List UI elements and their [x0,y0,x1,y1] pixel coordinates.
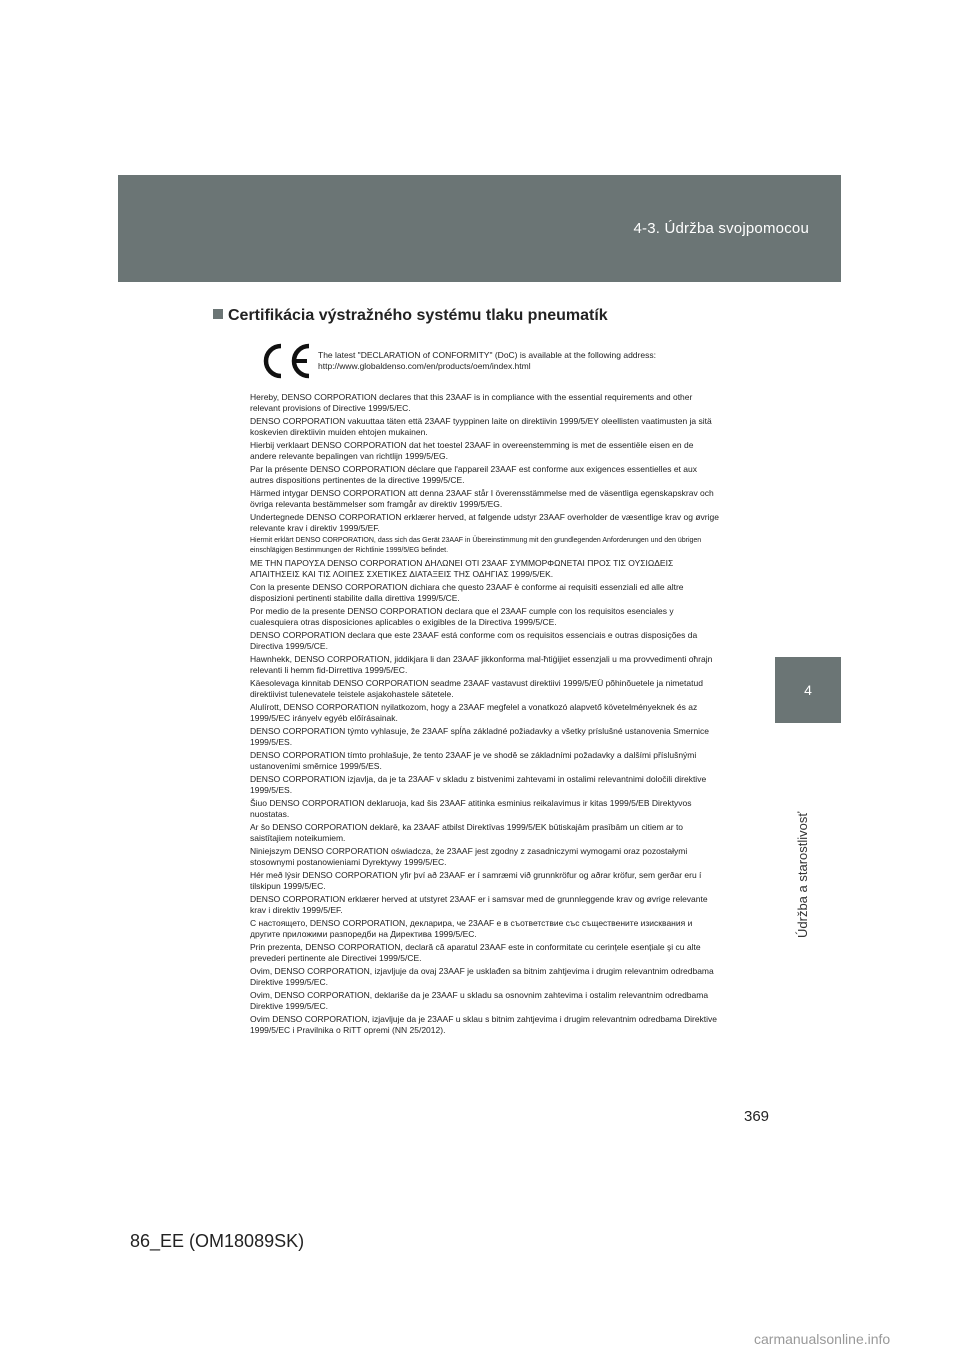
conformity-statement: ΜΕ ΤΗΝ ΠΑΡΟΥΣΑ DENSO CORPORATION ΔΗΛΩΝΕΙ ΟΤΙ 23AAF ΣΥΜΜΟΡΦΩΝΕΤΑΙ ΠΡΟΣ ΤΙΣ ΟΥΣΙΩΔΕΙΣ ΑΠΑΙΤΗΣΕΙΣ ΚΑΙ ΤΙΣ ΛΟΙΠΕΣ ΣΧΕΤΙΚΕΣ ΔΙΑΤΑΞΕΙΣ ΤΗΣ ΟΔΗΓΙΑΣ 1999/5/ΕΚ. [250,558,674,579]
conformity-statement: Käesolevaga kinnitab DENSO CORPORATION seadme 23AAF vastavust direktiivi 1999/5/EÜ põhinõuetele ja nimetatud direktiivist tulenevatele teistele asjakohastele sätetele. [250,678,703,699]
section-heading-text: Certifikácia výstražného systému tlaku pneumatík [228,307,608,324]
chapter-number: 4 [804,682,812,698]
doc-intro-line: The latest "DECLARATION of CONFORMITY" (DoC) is available at the following address: [318,350,656,360]
conformity-statement: DENSO CORPORATION vakuuttaa täten että 23AAF tyyppinen laite on direktiivin 1999/5/EY oleellisten vaatimusten ja sitä koskevien direktiivin muiden ehtojen mukainen. [250,416,712,437]
conformity-statement: Hierbij verklaart DENSO CORPORATION dat het toestel 23AAF in overeenstemming is met de essentiële eisen en de andere relevante bepalingen van richtlijn 1999/5/EG. [250,440,694,461]
section-heading [213,307,608,325]
conformity-statement: Ovim DENSO CORPORATION, izjavljuje da je 23AAF u sklau s bitnim zahtjevima i drugim relevantnim odredbama Direktive 1999/5/EC i Pravilnika o RiTT opremi (NN 25/2012). [250,1014,718,1035]
header-band [118,175,841,282]
doc-intro [318,350,718,372]
conformity-statement: Härmed intygar DENSO CORPORATION att denna 23AAF står I överensstämmelse med de väsentliga egenskapskrav och övriga relevanta bestämmelser som framgår av direktiv 1999/5/EG. [250,488,714,509]
conformity-statement: Por medio de la presente DENSO CORPORATION declara que el 23AAF cumple con los requisitos esenciales y cualesquiera otras disposiciones aplicables o exigibles de la Directiva 1999/5/CE. [250,606,674,627]
chapter-tab [775,657,841,723]
conformity-statement: Šiuo DENSO CORPORATION deklaruoja, kad šis 23AAF atitinka esminius reikalavimus ir kitas 1999/5/EB Direktyvos nuostatas. [250,798,692,819]
conformity-statements [250,392,720,1038]
chapter-title: Údržba a starostlivosť [795,811,810,938]
conformity-statement: Ovim, DENSO CORPORATION, izjavljuje da ovaj 23AAF je usklađen sa bitnim zahtjevima i drugim relevantnim odredbama Direktive 1999/5/EC. [250,966,714,987]
section-title: 4-3. Údržba svojpomocou [633,220,809,237]
conformity-statement: Alulírott, DENSO CORPORATION nyilatkozom, hogy a 23AAF megfelel a vonatkozó alapvető követelményeknek és az 1999/5/EC irányelv egyéb előírásainak. [250,702,698,723]
conformity-statement: Par la présente DENSO CORPORATION déclare que l'appareil 23AAF est conforme aux exigences essentielles et aux autres dispositions pertinentes de la directive 1999/5/CE. [250,464,697,485]
conformity-statement: Hereby, DENSO CORPORATION declares that this 23AAF is in compliance with the essential requirements and other relevant provisions of Directive 1999/5/EC. [250,392,693,413]
page-number: 369 [744,1108,770,1125]
conformity-statement: Ar šo DENSO CORPORATION deklarē, ka 23AAF atbilst Direktīvas 1999/5/EK būtiskajām prasībām un citiem ar to saistītajiem noteikumiem. [250,822,684,843]
conformity-statement: Undertegnede DENSO CORPORATION erklærer herved, at følgende udstyr 23AAF overholder de væsentlige krav og øvrige relevante krav i direktiv 1999/5/EF. [250,512,719,533]
conformity-statement: DENSO CORPORATION izjavlja, da je ta 23AAF v skladu z bistvenimi zahtevami in ostalimi relevantnimi določili direktive 1999/5/ES. [250,774,707,795]
ce-mark-icon [257,342,313,380]
conformity-statement: Hawnhekk, DENSO CORPORATION, jiddikjara li dan 23AAF jikkonforma mal-ħtiġijiet essenzjali u ma provvedimenti oħrajn relevanti li hemm fid-Dirrettiva 1999/5/EC. [250,654,713,675]
conformity-statement: DENSO CORPORATION tímto prohlašuje, že tento 23AAF je ve shodě se základními požadavky a dalšími příslušnými ustanoveními směrnice 1999/5/ES. [250,750,697,771]
conformity-statement: DENSO CORPORATION týmto vyhlasuje, že 23AAF spĺňa základné požiadavky a všetky príslušné ustanovenia Smernice 1999/5/ES. [250,726,710,747]
conformity-statement: С настоящето, DENSO CORPORATION, декларира, че 23AAF е в съответствие със съществените изисквания и другите приложими разпоредби на Директива 1999/5/ЕС. [250,918,693,939]
doc-url: http://www.globaldenso.com/en/products/oem/index.html [318,361,531,371]
conformity-statement: DENSO CORPORATION declara que este 23AAF está conforme com os requisitos essenciais e outras disposições da Directiva 1999/5/CE. [250,630,698,651]
conformity-statement: Ovim, DENSO CORPORATION, deklariše da je 23AAF u skladu sa osnovnim zahtevima i ostalim relevantnim odredbama Direktive 1999/5/EC. [250,990,709,1011]
conformity-statement: Hér með lýsir DENSO CORPORATION yfir því að 23AAF er í samræmi við grunnkröfur og aðrar kröfur, sem gerðar eru í tilskipun 1999/5/EC. [250,870,702,891]
conformity-statement: Hiermit erklärt DENSO CORPORATION, dass sich das Gerät 23AAF in Übereinstimmung mit den grundlegenden Anforderungen und den übrigen einschlägigen Bestimmungen der Richtlinie 1999/5/EG befindet. [250,537,702,554]
heading-bullet-icon [213,309,223,319]
conformity-statement: Con la presente DENSO CORPORATION dichiara che questo 23AAF è conforme ai requisiti essenziali ed alle altre disposizioni pertinenti stabilite dalla direttiva 1999/5/CE. [250,582,684,603]
conformity-statement: DENSO CORPORATION erklærer herved at utstyret 23AAF er i samsvar med de grunnleggende krav og øvrige relevante krav i direktiv 1999/5/EF. [250,894,708,915]
conformity-statement: Prin prezenta, DENSO CORPORATION, declară că aparatul 23AAF este in conformitate cu cerințele esențiale şi cu alte prevederi pertinente ale Directivei 1999/5/CE. [250,942,701,963]
conformity-statement: Niniejszym DENSO CORPORATION oświadcza, że 23AAF jest zgodny z zasadniczymi wymogami oraz pozostałymi stosownymi postanowieniami Dyrektywy 1999/5/EC. [250,846,688,867]
watermark: carmanualsonline.info [754,1331,891,1347]
document-code: 86_EE (OM18089SK) [130,1231,305,1251]
